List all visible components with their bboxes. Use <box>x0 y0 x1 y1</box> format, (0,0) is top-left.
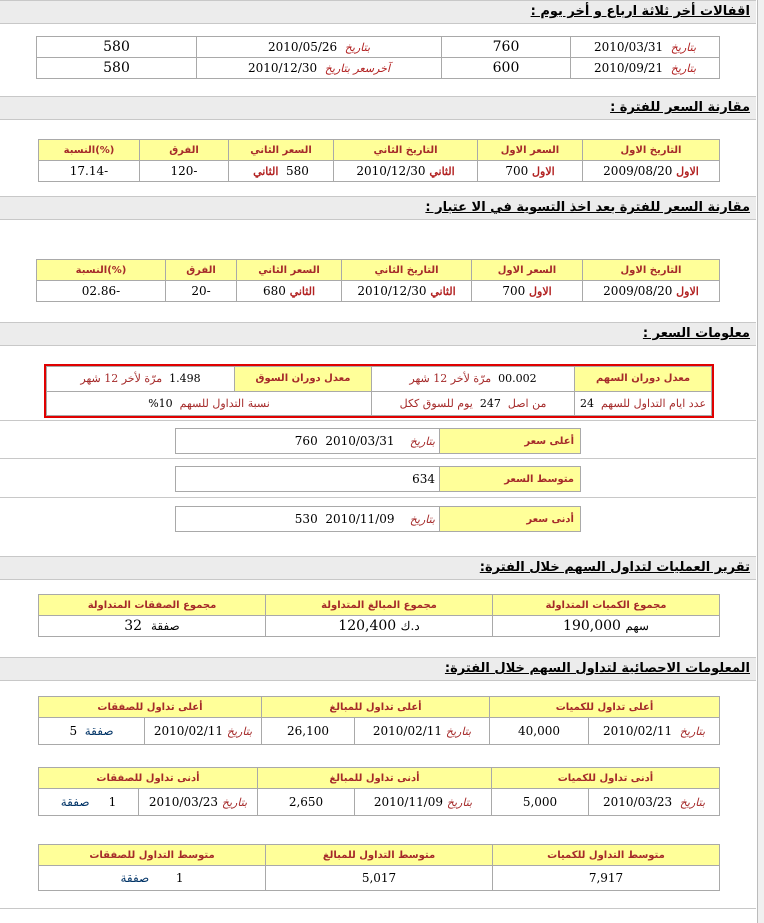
table-cell: بتاريخ 2010/02/11 <box>145 718 262 745</box>
divider <box>0 497 756 498</box>
closing-value: 580 <box>37 37 197 58</box>
table-cell: 26,100 <box>262 718 355 745</box>
column-header: التاريخ الاول <box>583 140 720 161</box>
section-header-price-info <box>0 322 756 346</box>
turnover-table <box>46 366 712 416</box>
table-row <box>39 789 720 816</box>
table-cell: الاول 2009/08/20 <box>583 161 720 182</box>
table-cell: -02.86 <box>37 281 166 302</box>
column-header: أدنى تداول للمبالغ <box>258 768 492 789</box>
section-title: مقارنة السعر للفترة : <box>610 100 750 115</box>
table-cell: 580 الثاني <box>229 161 334 182</box>
window-scrollbar-edge[interactable] <box>757 0 764 923</box>
table-cell: -120 <box>140 161 229 182</box>
compare-table <box>38 139 720 182</box>
table-header-row <box>39 768 720 789</box>
column-header: أعلى تداول للكميات <box>490 697 720 718</box>
turnover-highlight-box <box>44 364 714 418</box>
column-header: (%)النسبة <box>37 260 166 281</box>
table-cell: 1 صفقة <box>39 866 266 891</box>
table-cell: -20 <box>166 281 237 302</box>
stats-avg-table <box>38 844 720 891</box>
column-header: السعر الثاني <box>229 140 334 161</box>
column-header: أعلى تداول للمبالغ <box>262 697 490 718</box>
stats-high-table <box>38 696 720 745</box>
total-deals-cell: صفقة 32 <box>39 616 266 637</box>
section-header-compare-adjusted <box>0 196 756 220</box>
closing-cell: آخرسعر بتاريخ 2010/12/30 <box>197 58 442 79</box>
table-row <box>176 507 581 532</box>
table-cell: الاول 2009/08/20 <box>583 281 720 302</box>
total-quantity-cell: سهم 190,000 <box>493 616 720 637</box>
avg-price-value: 634 <box>176 467 440 492</box>
table-header-row <box>37 260 720 281</box>
table-header-row <box>39 595 720 616</box>
section-title: تقرير العمليات لتداول السهم خلال الفترة: <box>479 560 750 575</box>
column-header: مجموع الصفقات المتداولة <box>39 595 266 616</box>
closing-cell: بتاريخ 2010/05/26 <box>197 37 442 58</box>
high-price-label: أعلى سعر <box>440 429 581 454</box>
total-amount-cell: د.ك 120,400 <box>266 616 493 637</box>
column-header: متوسط التداول للمبالغ <box>266 845 493 866</box>
table-row <box>47 391 712 416</box>
trading-ratio-cell: نسبة التداول للسهم 10% <box>47 391 372 416</box>
stats-low-table <box>38 767 720 816</box>
table-cell: الاول 700 <box>472 281 583 302</box>
column-header: الفرق <box>166 260 237 281</box>
table-cell: 7,917 <box>493 866 720 891</box>
column-header: متوسط التداول للصفقات <box>39 845 266 866</box>
column-header: التاريخ الثاني <box>334 140 478 161</box>
column-header: السعر الاول <box>478 140 583 161</box>
avg-price-table <box>175 466 581 492</box>
section-title: اقفالات أخر ثلاثة ارباع و أخر يوم : <box>530 4 750 19</box>
high-price-table <box>175 428 581 454</box>
section-header-closings <box>0 0 756 24</box>
closing-value: 600 <box>442 58 571 79</box>
section-title: معلومات السعر : <box>642 326 750 341</box>
table-row <box>37 58 720 79</box>
table-row <box>37 281 720 302</box>
trading-days-cell: عدد ايام التداول للسهم 24 <box>575 391 712 416</box>
table-cell: 40,000 <box>490 718 589 745</box>
table-row <box>176 467 581 492</box>
table-cell: بتاريخ 2010/02/11 <box>355 718 490 745</box>
column-header: (%)النسبة <box>39 140 140 161</box>
trading-days-total-cell: من اصل 247 يوم للسوق ككل <box>372 391 575 416</box>
low-price-label: أدنى سعر <box>440 507 581 532</box>
table-cell: بتاريخ 2010/03/23 <box>139 789 258 816</box>
divider <box>0 458 756 459</box>
closing-cell: بتاريخ 2010/09/21 <box>571 58 720 79</box>
table-cell: 5,017 <box>266 866 493 891</box>
column-header: مجموع المبالغ المتداولة <box>266 595 493 616</box>
section-title: مقارنة السعر للفترة بعد اخذ التسوية في الا عتبار : <box>425 200 750 215</box>
table-row <box>47 367 712 392</box>
turnover-stock-label: معدل دوران السهم <box>575 367 712 392</box>
table-cell: الثاني 2010/12/30 <box>334 161 478 182</box>
table-cell: الثاني 2010/12/30 <box>342 281 472 302</box>
closing-cell: بتاريخ 2010/03/31 <box>571 37 720 58</box>
table-cell: 2,650 <box>258 789 355 816</box>
operations-table <box>38 594 720 637</box>
table-row <box>39 866 720 891</box>
avg-price-label: متوسط السعر <box>440 467 581 492</box>
section-title: المعلومات الاحصائية لتداول السهم خلال الفترة: <box>444 661 750 676</box>
divider <box>0 420 756 421</box>
table-row <box>176 429 581 454</box>
table-header-row <box>39 845 720 866</box>
section-header-statistics <box>0 657 756 681</box>
column-header: السعر الاول <box>472 260 583 281</box>
table-cell: الثاني 680 <box>237 281 342 302</box>
closings-table <box>36 36 720 79</box>
column-header: أدنى تداول للصفقات <box>39 768 258 789</box>
table-cell: 5,000 <box>492 789 589 816</box>
turnover-market-label: معدل دوران السوق <box>235 367 372 392</box>
table-cell: صفقة 5 <box>39 718 145 745</box>
closing-value: 580 <box>37 58 197 79</box>
column-header: أعلى تداول للصفقات <box>39 697 262 718</box>
low-price-table <box>175 506 581 532</box>
table-header-row <box>39 697 720 718</box>
column-header: التاريخ الثاني <box>342 260 472 281</box>
turnover-stock-value: 00.002 مرّة لأخر 12 شهر <box>372 367 575 392</box>
closing-value: 760 <box>442 37 571 58</box>
column-header: مجموع الكميات المتداولة <box>493 595 720 616</box>
high-price-value: بتاريخ 2010/03/31 760 <box>176 429 440 454</box>
column-header: التاريخ الاول <box>583 260 720 281</box>
compare-adjusted-table <box>36 259 720 302</box>
table-cell: 1 صفقة <box>39 789 139 816</box>
section-header-compare <box>0 96 756 120</box>
column-header: السعر الثاني <box>237 260 342 281</box>
table-row <box>37 37 720 58</box>
low-price-value: بتاريخ 2010/11/09 530 <box>176 507 440 532</box>
table-cell: -17.14 <box>39 161 140 182</box>
table-cell: بتاريخ 2010/11/09 <box>355 789 492 816</box>
column-header: متوسط التداول للكميات <box>493 845 720 866</box>
table-row <box>39 718 720 745</box>
table-header-row <box>39 140 720 161</box>
table-row <box>39 616 720 637</box>
divider <box>0 908 756 909</box>
table-cell: بتاريخ 2010/03/23 <box>589 789 720 816</box>
section-header-operations <box>0 556 756 580</box>
table-cell: الاول 700 <box>478 161 583 182</box>
column-header: أدنى تداول للكميات <box>492 768 720 789</box>
table-row <box>39 161 720 182</box>
turnover-market-value: 1.498 مرّة لأخر 12 شهر <box>47 367 235 392</box>
column-header: الفرق <box>140 140 229 161</box>
table-cell: بتاريخ 2010/02/11 <box>589 718 720 745</box>
